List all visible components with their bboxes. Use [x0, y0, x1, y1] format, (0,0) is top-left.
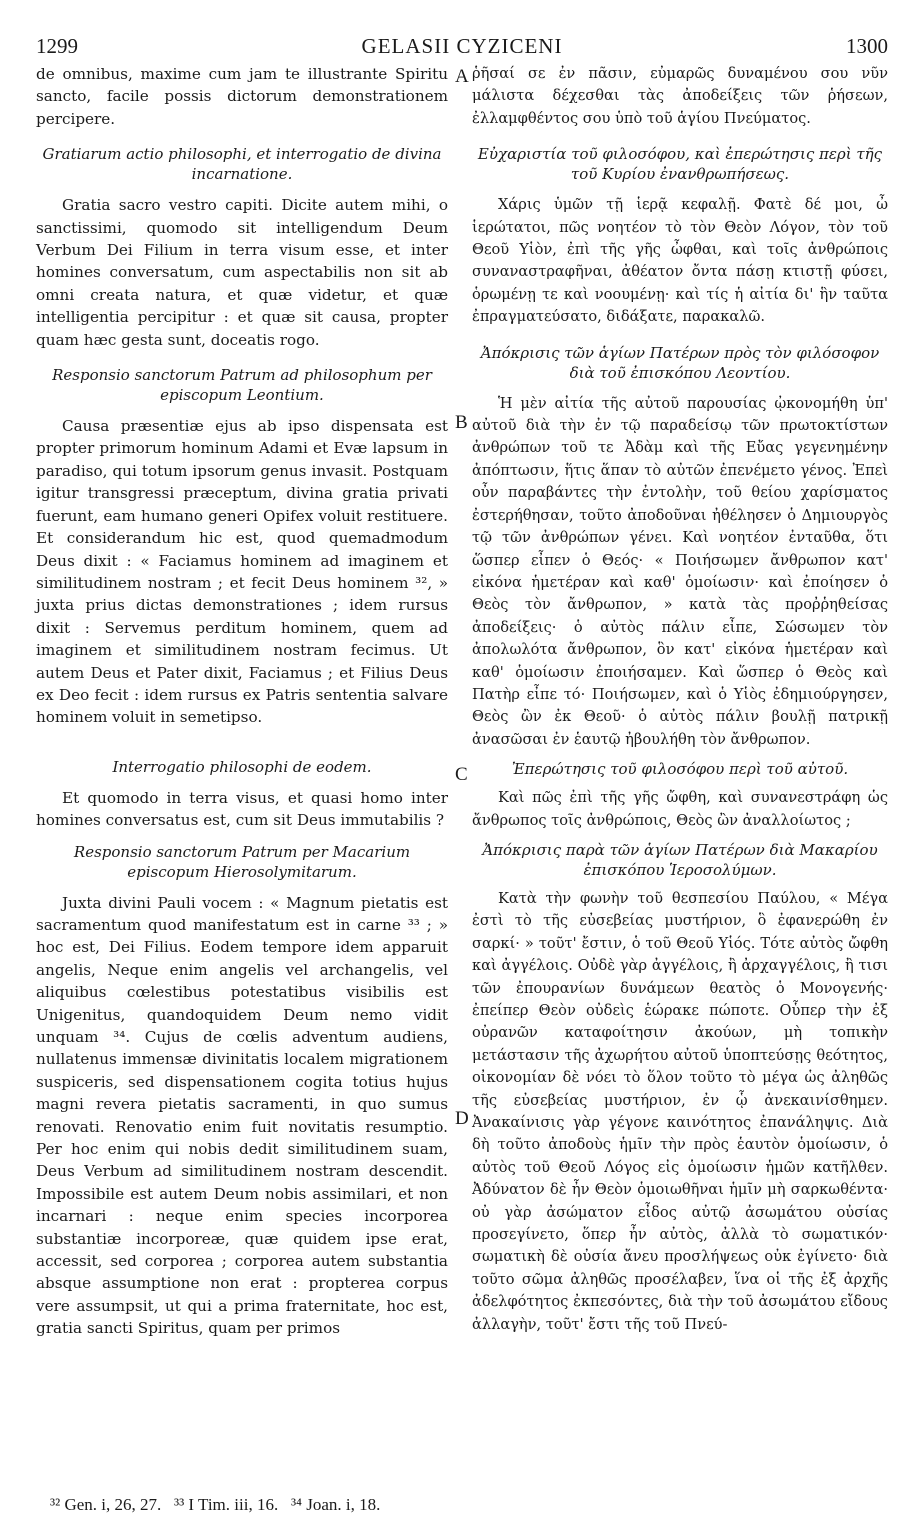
greek-heading-3: Ἐπερώτησις τοῦ φιλοσόφου περὶ τοῦ αὐτοῦ.: [511, 760, 849, 779]
greek-heading-1: Εὐχαριστία τοῦ φιλοσόφου, καὶ ἐπερώτησις περὶ τῆς τοῦ Κυρίου ἐνανθρωπήσεως.: [477, 145, 883, 184]
greek-heading-4: Ἀπόκρισις παρὰ τῶν ἁγίων Πατέρων διὰ Μακαρίου ἐπισκόπου Ἱεροσολύμων.: [482, 840, 878, 879]
greek-heading-2: Ἀπόκρισις τῶν ἁγίων Πατέρων πρὸς τὸν φιλόσοφον διὰ τοῦ ἐπισκόπου Λεοντίου.: [480, 343, 880, 382]
greek-column: [472, 63, 888, 1336]
latin-heading-1: Gratiarum actio philosophi, et interrogatio de divina incarnatione.: [42, 145, 442, 184]
margin-mark-d: D: [455, 1108, 469, 1129]
greek-paragraph-4: Καὶ πῶς ἐπὶ τῆς γῆς ὤφθη, καὶ συνανεστράφη ὡς ἄνθρωπος τοῖς ἀνθρώποις, Θεὸς ὢν ἀναλλοίωτος ;: [472, 789, 888, 829]
latin-paragraph-2: Gratia sacro vestro capiti. Dicite autem mihi, o sanctissimi, quomodo sit intelligendum Deum Verbum Dei Filium in terra visum esse, et inter homines conversatum, cum aspectabilis non sit ab omni creata natura, et quæ videtur, et quæ intelligentia percipitur : et quæ sit causa, propter quam hæc gesta sunt, doceatis rogo.: [36, 196, 448, 349]
latin-heading-4: Responsio sanctorum Patrum per Macarium episcopum Hierosolymitarum.: [73, 842, 411, 881]
page-header: [36, 34, 888, 64]
greek-paragraph-3: Ἡ μὲν αἰτία τῆς αὐτοῦ παρουσίας ᾠκονομήθη ὑπ' αὐτοῦ διὰ τὴν ἐν τῷ παραδείσῳ τῶν πρωτοκτίστων ἀνθρώπων τοῦ τε Ἀδὰμ καὶ τῆς Εὔας γεγενημένην ἀπόπτωσιν, ἥτις ἅπαν τὸ αὐτῶν ἐπενέμετο γένος. Ἐπεὶ οὖν παραβάντες τὴν ἐντολὴν, τοῦ θείου χαρίσματος ἐστερήθησαν, τοῦτο ἀποδοῦναι ἠθέλησεν ὁ Δημιουργὸς τῷ τῶν ἀνθρώπων γένει. Καὶ νοητέον ἐνταῦθα, ὅτι ὥσπερ εἶπεν ὁ Θεός· « Ποιήσωμεν ἄνθρωπον κατ' εἰκόνα ἡμετέραν καὶ καθ' ὁμοίωσιν· καὶ ἐποίησεν ὁ Θεὸς τὸν ἄνθρωπον, » κατὰ τὰς προῤῥηθείσας ἀποδείξεις· ὁ αὐτὸς πάλιν εἶπε, Σώσωμεν τὸν ἀπολωλότα ἄνθρωπον, ὃν κατ' εἰκόνα ἡμετέραν καὶ καθ' ὁμοίωσιν ἐποιήσαμεν. Καὶ ὥσπερ ὁ Θεὸς καὶ Πατὴρ εἶπε τό· Ποιήσωμεν, καὶ ὁ Υἱὸς ἐδημιούργησεν, Θεὸς ὢν ἐκ Θεοῦ· ὁ αὐτὸς πάλιν βουλῇ πατρικῇ ἀνασῶσαι ἐν ἑαυτῷ ἠβουλήθη τὸν ἄνθρωπον.: [472, 394, 888, 748]
greek-paragraph-5: Κατὰ τὴν φωνὴν τοῦ θεσπεσίου Παύλου, « Μέγα ἐστὶ τὸ τῆς εὐσεβείας μυστήριον, ὃ ἐφανερώθη ἐν σαρκί· » τοῦτ' ἔστιν, ὁ τοῦ Θεοῦ Υἱός. Τότε αὐτὸς ὤφθη καὶ ἀγγέλοις. Οὐδὲ γὰρ ἀγγέλοις, ἢ ἀρχαγγέλοις, ἢ τισι τῶν ἐπουρανίων δυνάμεων θεατὸς ὁ Μονογενής· ἐπείπερ Θεὸν οὐδεὶς ἑώρακε πώποτε. Οὗπερ τὴν ἐξ οὐρανῶν καταφοίτησιν ἀκούων, μὴ τοπικὴν μετάστασιν τῆς ἀχωρήτου αὐτοῦ ὑποπτεύσῃς θεότητος, οἰκονομίαν δὲ νόει τὸ ὅλον τοῦτο τὸ μέγα ὡς ἀληθῶς τῆς εὐσεβείας μυστήριον, ἐν ᾧ ἀνεκαινίσθημεν. Ἀνακαίνισις γὰρ γέγονε καινότητος ἐπανάληψις. Διὰ δὴ τοῦτο ἀποδοὺς ἡμῖν τὴν πρὸς ἑαυτὸν ὁμοίωσιν, ὁ αὐτὸς τοῦ Θεοῦ Λόγος εἰς ὁμοίωσιν ἡμῶν κατῆλθεν. Ἀδύνατον δὲ ἦν Θεὸν ὁμοιωθῆναι ἡμῖν μὴ σαρκωθέντα· οὐ γὰρ ἀσώματον εἶδος αὐτῷ ἀσωμάτου οὐσίας προσεγίνετο, ὅπερ ἦν αὐτὸς, ἀλλὰ τὸ σωματικόν· σωματικὴ δὲ οὐσία ἄνευ προσλήψεως οὐκ ἐγίνετο· διὰ τοῦτο σῶμα ἀληθῶς προσέλαβεν, ἵνα οἱ τῆς ἐξ ἀρχῆς ἀδελφότητος ἐκπεσόντες, διὰ τὴν τοῦ ἀσωμάτου εἴδους ἀλλαγὴν, τοῦτ' ἔστι τῆς τοῦ Πνεύ-: [472, 889, 888, 1333]
latin-column: [36, 63, 448, 1340]
running-title: GELASII CYZICENI: [361, 34, 563, 58]
margin-mark-c: C: [455, 764, 468, 785]
latin-heading-3: Interrogatio philosophi de eodem.: [112, 757, 372, 776]
greek-paragraph-1: ῥῆσαί σε ἐν πᾶσιν, εὐμαρῶς δυναμένου σου νῦν μάλιστα δέχεσθαι τὰς ἀποδείξεις τῶν ῥήσεων, ἐλλαμφθέντος σου ὑπὸ τοῦ ἁγίου Πνεύματος.: [472, 65, 888, 127]
margin-mark-b: B: [455, 412, 468, 433]
page-number-right: 1300: [846, 34, 888, 58]
latin-paragraph-1: de omnibus, maxime cum jam te illustrante Spiritu sancto, facile possis dictorum demonstrationem percipere.: [36, 65, 448, 128]
latin-paragraph-3: Causa præsentiæ ejus ab ipso dispensata est propter primorum hominum Adami et Evæ lapsum in paradiso, qui totum ipsorum genus invasit. Postquam igitur transgressi præceptum, divina gratia privati fuerunt, eam humano generi Opifex voluit restituere. Et considerandum hic est, quod quemadmodum Deus dixit : « Faciamus hominem ad imaginem et similitudinem nostram ; et fecit Deus hominem ³², » juxta prius dictas demonstrationes ; idem rursus dixit : Servemus perditum hominem, quem ad imaginem et similitudinem nostram fecimus. Ut autem Deus et Pater dixit, Faciamus ; et Filius Deus ex Deo fecit : idem rursus ex Patris sententia salvare hominem voluit in semetipso.: [36, 417, 448, 727]
margin-mark-a: A: [455, 66, 469, 87]
latin-heading-2: Responsio sanctorum Patrum ad philosophum per episcopum Leontium.: [52, 366, 432, 405]
footnotes: ³² Gen. i, 26, 27. ³³ I Tim. iii, 16. ³⁴ Joan. i, 18.: [50, 1495, 381, 1514]
latin-paragraph-4: Et quomodo in terra visus, et quasi homo inter homines conversatus est, cum sit Deus immutabilis ?: [36, 788, 448, 830]
page-number-left: 1299: [36, 34, 78, 58]
latin-paragraph-5: Juxta divini Pauli vocem : « Magnum pietatis est sacramentum quod manifestatum est in carne ³³ ; » hoc est, Dei Filius. Eodem tempore idem apparuit angelis, Neque enim angelis vel archangelis, vel aliquibus cœlestibus potestatibus visibilis est Unigenitus, quandoquidem Deum nemo vidit unquam ³⁴. Cujus de cœlis adventum audiens, nullatenus immensæ divinitatis localem migrationem suspiceris, sed dispensationem cogita totius hujus magni revera pietatis sacramenti, in quo sumus renovati. Renovatio enim fuit novitatis resumptio. Per hoc enim qui nobis dedit similitudinem suam, Deus Verbum ad similitudinem nostram descendit. Impossibile est autem Deum nobis assimilari, et non incarnari : neque enim species incorporea substantiæ incorporeæ, quæ quidem ipse erat, accessit, sed corporea ; corporea autem substantia absque assumptione non erat : propterea corpus vere assumpsit, ut qui a prima fraternitate, hoc est, gratia sancti Spiritus, quam per primos: [36, 893, 448, 1338]
greek-paragraph-2: Χάρις ὑμῶν τῇ ἱερᾷ κεφαλῇ. Φατὲ δέ μοι, ὦ ἱερώτατοι, πῶς νοητέον τὸ τὸν Θεὸν Λόγον, τὸν τοῦ Θεοῦ Υἱὸν, ἐπὶ τῆς γῆς ὦφθαι, καὶ τοῖς ἀνθρώποις συναναστραφῆναι, ἀθέατον ὄντα πάσῃ κτιστῇ φύσει, ὁρωμένῃ τε καὶ νοουμένῃ· καὶ τίς ἡ αἰτία δι' ἣν ταῦτα ἐπραγματεύσατο, διδάξατε, παρακαλῶ.: [472, 196, 888, 326]
